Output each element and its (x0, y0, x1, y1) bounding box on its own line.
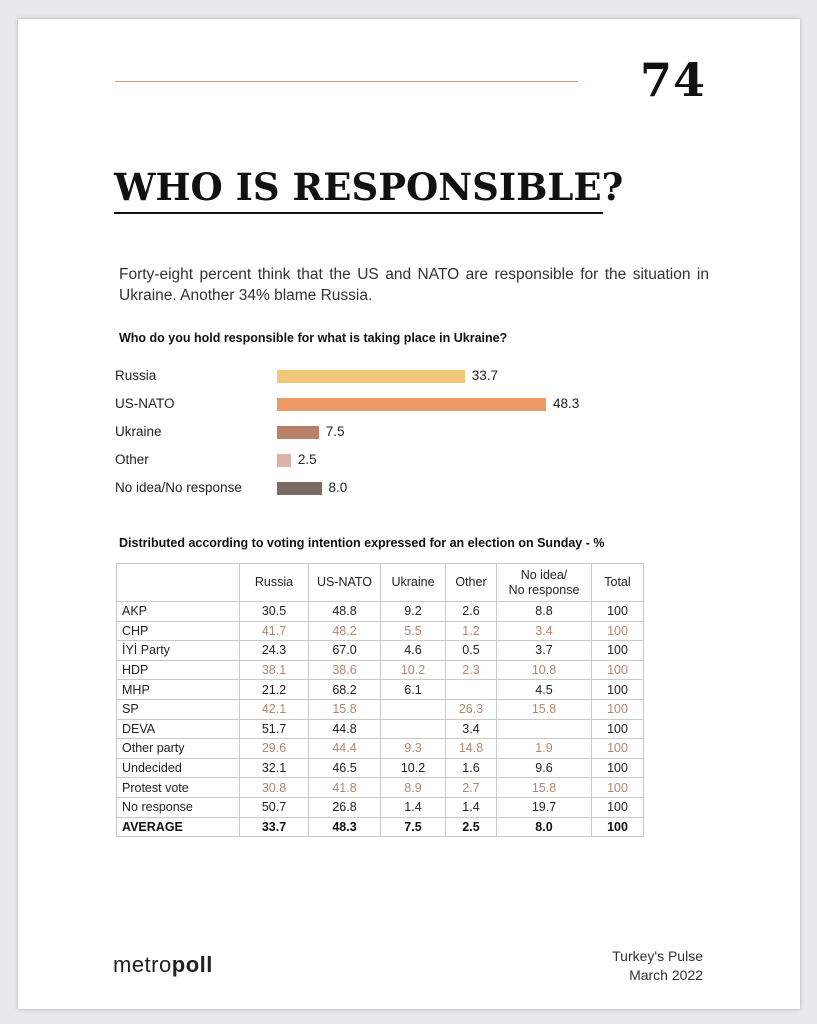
table-cell: 1.4 (381, 797, 446, 817)
table-cell: 10.2 (381, 660, 446, 680)
title-underline (114, 212, 603, 214)
table-cell: 9.3 (381, 739, 446, 759)
column-header: US-NATO (309, 564, 381, 602)
table-cell: 100 (592, 758, 644, 778)
table-row (117, 817, 644, 837)
row-label: SP (117, 699, 240, 719)
header-rule (115, 81, 578, 82)
table-cell: 48.2 (309, 621, 381, 641)
table-cell: 44.4 (309, 739, 381, 759)
table-cell: 3.7 (497, 641, 592, 661)
row-label: Undecided (117, 758, 240, 778)
table-cell: 3.4 (446, 719, 497, 739)
row-label: İYİ Party (117, 641, 240, 661)
table-cell: 8.0 (497, 817, 592, 837)
bar (277, 426, 319, 439)
table-cell: 100 (592, 660, 644, 680)
table-cell: 100 (592, 641, 644, 661)
table-cell: 32.1 (240, 758, 309, 778)
bar-label: Russia (115, 368, 157, 383)
footer-publication: Turkey's Pulse (612, 948, 703, 964)
page-number: 74 (640, 53, 707, 107)
table-cell (381, 719, 446, 739)
table-cell: 38.6 (309, 660, 381, 680)
bar (277, 398, 546, 411)
table-cell: 9.6 (497, 758, 592, 778)
column-header: No idea/ No response (497, 564, 592, 602)
table-cell: 100 (592, 719, 644, 739)
table-cell: 0.5 (446, 641, 497, 661)
logo-bold-text: poll (171, 952, 213, 977)
table-row (117, 641, 644, 661)
table-cell: 42.1 (240, 699, 309, 719)
row-label: Protest vote (117, 778, 240, 798)
table-cell: 2.7 (446, 778, 497, 798)
table-cell: 15.8 (497, 699, 592, 719)
table-cell: 6.1 (381, 680, 446, 700)
column-header (117, 564, 240, 602)
bar (277, 370, 465, 383)
table-cell: 2.5 (446, 817, 497, 837)
table-row (117, 778, 644, 798)
table-cell: 1.6 (446, 758, 497, 778)
table-cell: 100 (592, 699, 644, 719)
table-cell: 10.2 (381, 758, 446, 778)
table-cell: 1.4 (446, 797, 497, 817)
row-label: AKP (117, 602, 240, 622)
table-cell: 3.4 (497, 621, 592, 641)
table-cell: 67.0 (309, 641, 381, 661)
footer-date: March 2022 (629, 967, 703, 983)
table-cell: 10.8 (497, 660, 592, 680)
table-cell: 8.9 (381, 778, 446, 798)
table-cell: 24.3 (240, 641, 309, 661)
table-cell: 30.8 (240, 778, 309, 798)
table-cell: 9.2 (381, 602, 446, 622)
page-title: WHO IS RESPONSIBLE? (114, 165, 624, 209)
table-cell: 48.3 (309, 817, 381, 837)
table-cell: 1.9 (497, 739, 592, 759)
table-cell: 48.8 (309, 602, 381, 622)
table-cell: 7.5 (381, 817, 446, 837)
bar-value-label: 7.5 (325, 424, 345, 439)
table-cell (381, 699, 446, 719)
row-label: DEVA (117, 719, 240, 739)
bar-label: US-NATO (115, 396, 175, 411)
table-header-row (117, 564, 644, 602)
table-row (117, 680, 644, 700)
column-header: Russia (240, 564, 309, 602)
table-row (117, 660, 644, 680)
column-header: Other (446, 564, 497, 602)
bar-label: Other (115, 452, 149, 467)
row-label: AVERAGE (117, 817, 240, 837)
bar-value-label: 33.7 (471, 368, 498, 383)
table-cell: 26.8 (309, 797, 381, 817)
logo-light-text: metro (113, 952, 172, 977)
table-cell: 4.5 (497, 680, 592, 700)
table-cell: 21.2 (240, 680, 309, 700)
row-label: HDP (117, 660, 240, 680)
column-header: Total (592, 564, 644, 602)
table-cell: 4.6 (381, 641, 446, 661)
table-cell: 2.6 (446, 602, 497, 622)
intro-paragraph: Forty-eight percent think that the US and NATO are responsible for the situation in Ukraine. Another 34% blame Russia. (119, 266, 709, 304)
table-cell: 51.7 (240, 719, 309, 739)
bar-label: No idea/No response (115, 480, 242, 495)
table-cell: 100 (592, 680, 644, 700)
table-row (117, 602, 644, 622)
row-label: CHP (117, 621, 240, 641)
table-cell: 68.2 (309, 680, 381, 700)
table-row (117, 797, 644, 817)
distribution-table (116, 563, 644, 837)
table-cell: 1.2 (446, 621, 497, 641)
table-cell: 2.3 (446, 660, 497, 680)
bar-label: Ukraine (115, 424, 162, 439)
table-row (117, 758, 644, 778)
footer-source (578, 947, 703, 985)
bar-value-label: 2.5 (297, 452, 317, 467)
table-cell: 50.7 (240, 797, 309, 817)
table-row (117, 699, 644, 719)
bar-chart-question: Who do you hold responsible for what is taking place in Ukraine? (119, 331, 508, 345)
table-cell: 46.5 (309, 758, 381, 778)
bar-value-label: 48.3 (553, 396, 580, 411)
table-cell (446, 680, 497, 700)
table-cell: 100 (592, 621, 644, 641)
table-cell: 44.8 (309, 719, 381, 739)
table-cell: 15.8 (497, 778, 592, 798)
bar (277, 454, 291, 467)
report-page (18, 19, 800, 1009)
row-label: MHP (117, 680, 240, 700)
table-row (117, 719, 644, 739)
table-cell: 26.3 (446, 699, 497, 719)
table-cell: 38.1 (240, 660, 309, 680)
table-cell: 100 (592, 778, 644, 798)
table-cell (497, 719, 592, 739)
table-cell: 100 (592, 739, 644, 759)
table-cell: 100 (592, 797, 644, 817)
table-cell: 15.8 (309, 699, 381, 719)
metropoll-logo (113, 952, 213, 978)
table-cell: 5.5 (381, 621, 446, 641)
table-cell: 30.5 (240, 602, 309, 622)
table-cell: 8.8 (497, 602, 592, 622)
table-row (117, 621, 644, 641)
table-cell: 100 (592, 817, 644, 837)
row-label: No response (117, 797, 240, 817)
table-cell: 14.8 (446, 739, 497, 759)
table-cell: 41.7 (240, 621, 309, 641)
table-cell: 29.6 (240, 739, 309, 759)
row-label: Other party (117, 739, 240, 759)
bar-value-label: 8.0 (328, 480, 348, 495)
table-cell: 33.7 (240, 817, 309, 837)
table-cell: 41.8 (309, 778, 381, 798)
table-cell: 19.7 (497, 797, 592, 817)
table-title: Distributed according to voting intention expressed for an election on Sunday - % (119, 536, 605, 550)
table-row (117, 739, 644, 759)
column-header: Ukraine (381, 564, 446, 602)
bar (277, 482, 322, 495)
table-cell: 100 (592, 602, 644, 622)
